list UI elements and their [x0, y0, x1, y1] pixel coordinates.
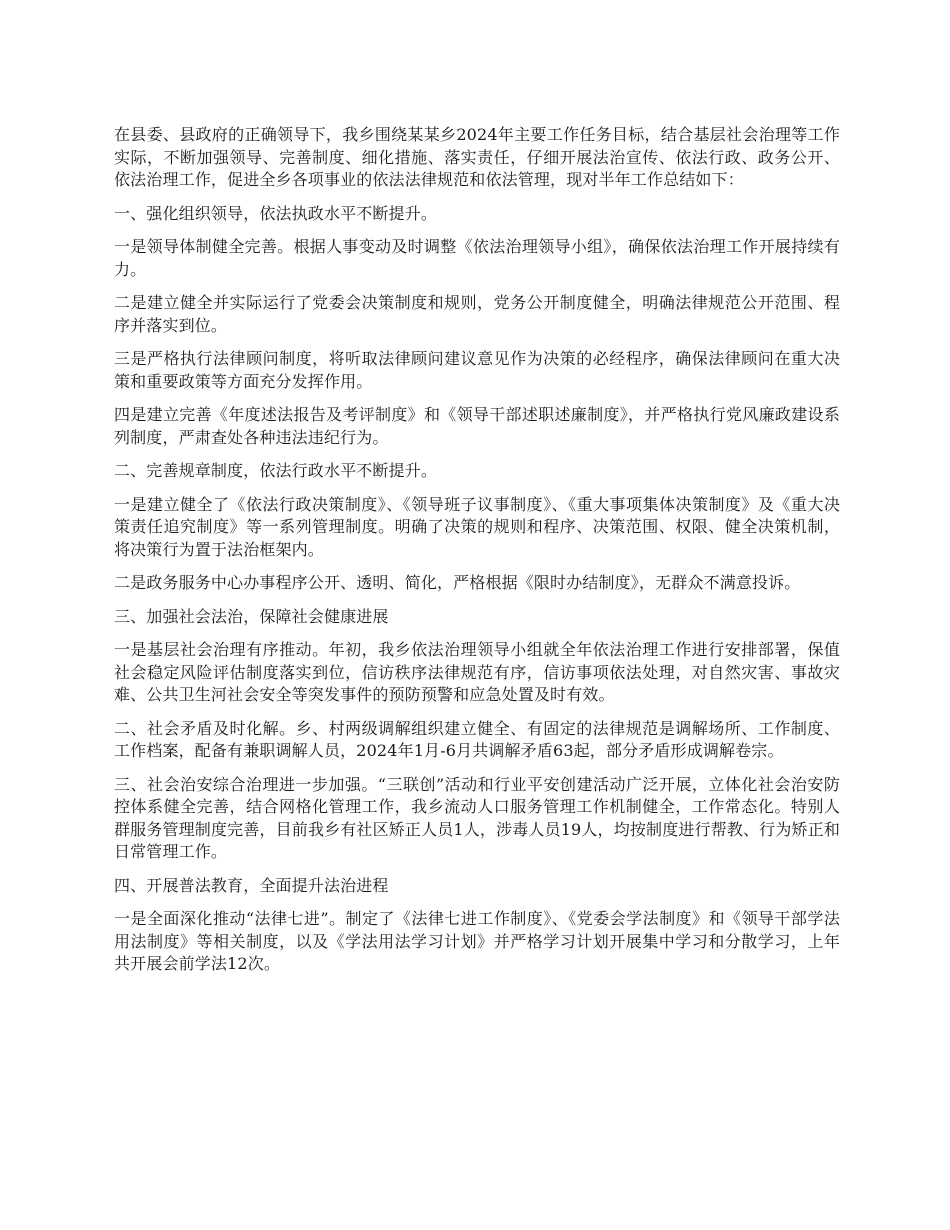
- paragraph: 三、社会治安综合治理进一步加强。“三联创”活动和行业平安创建活动广泛开展，立体化社会治安防控体系健全完善，结合网格化管理工作，我乡流动人口服务管理工作机制健全，工作常态化。特别人群服务管理制度完善，目前我乡有社区矫正人员1人，涉毒人员19人，均按制度进行帮教、行为矫正和日常管理工作。: [114, 774, 840, 861]
- section-heading-4: 四、开展普法教育，全面提升法治进程: [114, 875, 389, 895]
- document-body: [114, 124, 840, 987]
- paragraph: 一是全面深化推动“法律七进”。制定了《法律七进工作制度》、《党委会学法制度》和《领导干部学法用法制度》等相关制度，以及《学法用法学习计划》并严格学习计划开展集中学习和分散学习，上年共开展会前学法12次。: [114, 909, 840, 973]
- paragraph: 二是政务服务中心办事程序公开、透明、简化，严格根据《限时办结制度》，无群众不满意投诉。: [114, 573, 801, 592]
- paragraph: 二、社会矛盾及时化解。乡、村两级调解组织建立健全、有固定的法律规范是调解场所、工作制度、工作档案，配备有兼职调解人员，2024年1月-6月共调解矛盾63起，部分矛盾形成调解卷宗。: [114, 718, 840, 760]
- section-heading-1: 一、强化组织领导，依法执政水平不断提升。: [114, 203, 438, 223]
- paragraph: 二是建立健全并实际运行了党委会决策制度和规则，党务公开制度健全，明确法律规范公开范围、程序并落实到位。: [114, 293, 840, 335]
- paragraph: 一是建立健全了《依法行政决策制度》、《领导班子议事制度》、《重大事项集体决策制度》及《重大决策责任追究制度》等一系列管理制度。明确了决策的规则和程序、决策范围、权限、健全决策机制，将决策行为置于法治框架内。: [114, 494, 840, 559]
- paragraph: 一是基层社会治理有序推动。年初，我乡依法治理领导小组就全年依法治理工作进行安排部署，保值社会稳定风险评估制度落实到位，信访秩序法律规范有序，信访事项依法处理，对自然灾害、事故灾难、公共卫生河社会安全等突发事件的预防预警和应急处置及时有效。: [114, 640, 840, 704]
- section-heading-2: 二、完善规章制度，依法行政水平不断提升。: [114, 461, 438, 480]
- paragraph: 一是领导体制健全完善。根据人事变动及时调整《依法治理领导小组》，确保依法治理工作开展持续有力。: [114, 237, 840, 279]
- intro-paragraph: 在县委、县政府的正确领导下，我乡围绕某某乡2024年主要工作任务目标，结合基层社会治理等工作实际，不断加强领导、完善制度、细化措施、落实责任，仔细开展法治宣传、依法行政、政务公开、依法治理工作，促进全乡各项事业的依法法律规范和依法管理，现对半年工作总结如下：: [114, 125, 840, 189]
- section-heading-3: 三、加强社会法治，保障社会健康进展: [114, 606, 389, 626]
- paragraph: 四是建立完善《年度述法报告及考评制度》和《领导干部述职述廉制度》，并严格执行党风廉政建设系列制度，严肃查处各种违法违纪行为。: [114, 405, 840, 447]
- paragraph: 三是严格执行法律顾问制度，将听取法律顾问建议意见作为决策的必经程序，确保法律顾问在重大决策和重要政策等方面充分发挥作用。: [114, 349, 840, 391]
